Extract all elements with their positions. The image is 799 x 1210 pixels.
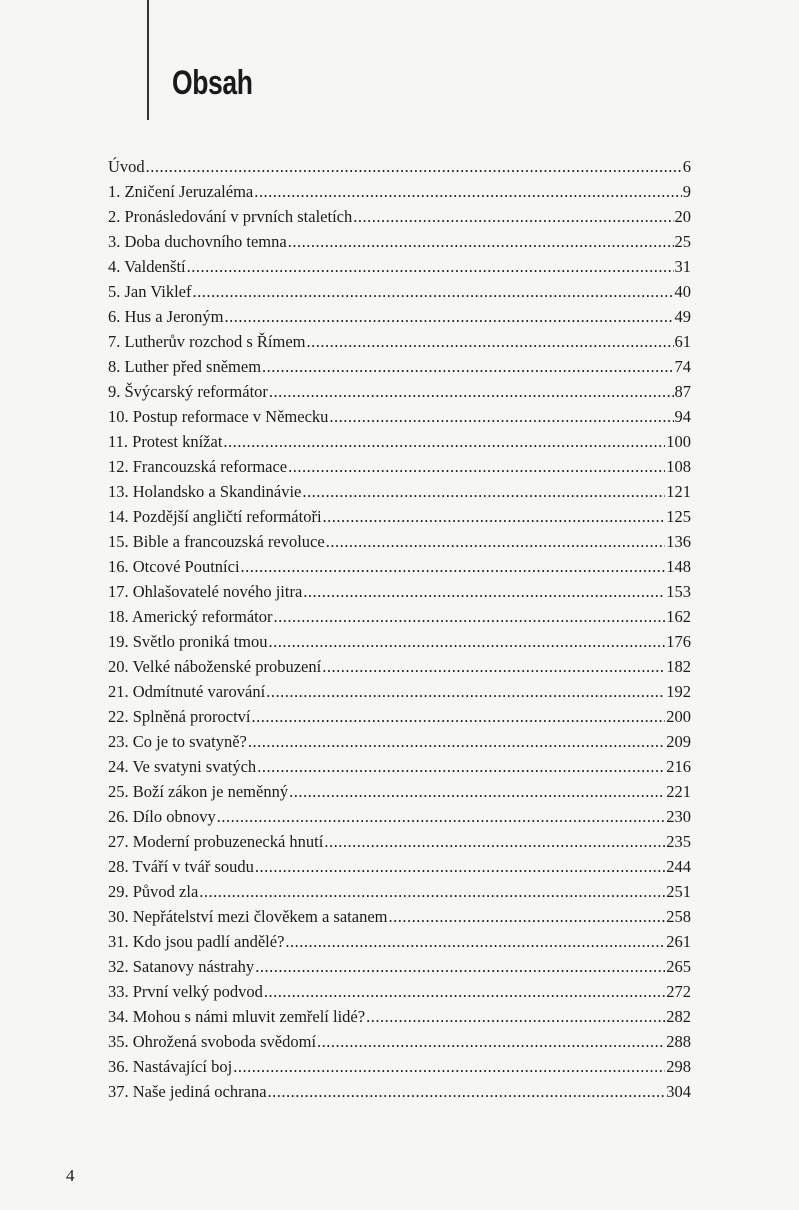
toc-entry-page: 298 xyxy=(666,1057,691,1076)
toc-entry-title: 28. Tváří v tvář soudu xyxy=(108,857,254,876)
toc-entry xyxy=(108,804,691,829)
toc-entry-title: 37. Naše jediná ochrana xyxy=(108,1082,267,1101)
toc-entry xyxy=(108,954,691,979)
toc-entry xyxy=(108,1004,691,1029)
toc-entry-title: 7. Lutherův rozchod s Římem xyxy=(108,332,306,351)
toc-entry-page: 288 xyxy=(666,1032,691,1051)
toc-leader-dots xyxy=(323,504,666,529)
toc-leader-dots xyxy=(326,529,666,554)
toc-entry-title: 4. Valdenští xyxy=(108,257,186,276)
toc-entry-page: 261 xyxy=(666,932,691,951)
page-title: Obsah xyxy=(172,64,253,102)
toc-entry-title: 33. První velký podvod xyxy=(108,982,263,1001)
toc-entry xyxy=(108,304,691,329)
toc-entry xyxy=(108,429,691,454)
toc-entry xyxy=(108,629,691,654)
toc-entry-title: 26. Dílo obnovy xyxy=(108,807,216,826)
toc-entry xyxy=(108,729,691,754)
toc-leader-dots xyxy=(303,579,665,604)
toc-entry-page: 6 xyxy=(682,157,691,176)
toc-entry xyxy=(108,179,691,204)
toc-entry xyxy=(108,679,691,704)
toc-leader-dots xyxy=(388,904,665,929)
toc-entry-title: 2. Pronásledování v prvních staletích xyxy=(108,207,353,226)
toc-entry xyxy=(108,754,691,779)
toc-entry xyxy=(108,929,691,954)
toc-entry xyxy=(108,479,691,504)
toc-entry xyxy=(108,604,691,629)
toc-leader-dots xyxy=(223,429,665,454)
toc-entry-title: 23. Co je to svatyně? xyxy=(108,732,247,751)
toc-entry-page: 125 xyxy=(666,507,691,526)
toc-leader-dots xyxy=(264,979,665,1004)
toc-entry xyxy=(108,854,691,879)
toc-entry-title: 8. Luther před sněmem xyxy=(108,357,262,376)
toc-entry-page: 121 xyxy=(666,482,691,501)
toc-entry-title: Úvod xyxy=(108,157,145,176)
toc-entry xyxy=(108,879,691,904)
toc-entry-page: 31 xyxy=(674,257,691,276)
toc-entry-title: 20. Velké náboženské probuzení xyxy=(108,657,322,676)
toc-leader-dots xyxy=(255,954,665,979)
toc-leader-dots xyxy=(289,779,665,804)
toc-entry xyxy=(108,354,691,379)
toc-entry xyxy=(108,229,691,254)
toc-entry-title: 6. Hus a Jeroným xyxy=(108,307,224,326)
toc-leader-dots xyxy=(269,629,666,654)
toc-entry xyxy=(108,254,691,279)
toc-leader-dots xyxy=(324,829,665,854)
toc-entry-title: 32. Satanovy nástrahy xyxy=(108,957,255,976)
toc-leader-dots xyxy=(366,1004,665,1029)
toc-entry-page: 74 xyxy=(674,357,691,376)
toc-leader-dots xyxy=(252,704,666,729)
toc-entry xyxy=(108,779,691,804)
toc-entry-page: 61 xyxy=(674,332,691,351)
toc-entry-page: 148 xyxy=(666,557,691,576)
toc-leader-dots xyxy=(217,804,666,829)
toc-entry xyxy=(108,379,691,404)
toc-leader-dots xyxy=(285,929,665,954)
toc-entry-page: 230 xyxy=(666,807,691,826)
table-of-contents xyxy=(108,154,691,1104)
toc-entry-page: 176 xyxy=(666,632,691,651)
toc-entry-title: 25. Boží zákon je neměnný xyxy=(108,782,289,801)
toc-entry-page: 282 xyxy=(666,1007,691,1026)
toc-entry-title: 29. Původ zla xyxy=(108,882,199,901)
toc-entry-page: 20 xyxy=(674,207,691,226)
toc-entry-page: 216 xyxy=(666,757,691,776)
toc-entry-title: 30. Nepřátelství mezi člověkem a satanem xyxy=(108,907,388,926)
toc-leader-dots xyxy=(257,754,665,779)
toc-entry-page: 25 xyxy=(674,232,691,251)
toc-entry-page: 221 xyxy=(666,782,691,801)
toc-leader-dots xyxy=(224,304,673,329)
toc-entry-page: 94 xyxy=(674,407,691,426)
toc-entry xyxy=(108,829,691,854)
toc-entry-title: 5. Jan Viklef xyxy=(108,282,192,301)
toc-entry-title: 3. Doba duchovního temna xyxy=(108,232,287,251)
toc-entry-title: 27. Moderní probuzenecká hnutí xyxy=(108,832,324,851)
toc-entry xyxy=(108,1029,691,1054)
toc-entry-page: 192 xyxy=(666,682,691,701)
toc-entry-title: 22. Splněná proroctví xyxy=(108,707,251,726)
toc-leader-dots xyxy=(288,454,665,479)
toc-leader-dots xyxy=(273,604,665,629)
toc-entry-page: 87 xyxy=(674,382,691,401)
toc-entry-page: 265 xyxy=(666,957,691,976)
toc-entry xyxy=(108,454,691,479)
toc-leader-dots xyxy=(254,179,682,204)
toc-entry-title: 1. Zničení Jeruzaléma xyxy=(108,182,254,201)
toc-entry-title: 12. Francouzská reformace xyxy=(108,457,288,476)
toc-entry xyxy=(108,554,691,579)
heading-rule xyxy=(147,0,149,120)
toc-entry xyxy=(108,404,691,429)
toc-entry xyxy=(108,704,691,729)
toc-entry-title: 21. Odmítnuté varování xyxy=(108,682,266,701)
toc-leader-dots xyxy=(248,729,665,754)
toc-entry-page: 162 xyxy=(666,607,691,626)
toc-entry-page: 272 xyxy=(666,982,691,1001)
toc-entry xyxy=(108,904,691,929)
toc-entry xyxy=(108,154,691,179)
toc-entry-title: 17. Ohlašovatelé nového jitra xyxy=(108,582,303,601)
toc-leader-dots xyxy=(269,379,674,404)
toc-entry xyxy=(108,1079,691,1104)
toc-entry-title: 31. Kdo jsou padlí andělé? xyxy=(108,932,285,951)
toc-entry-page: 258 xyxy=(666,907,691,926)
toc-entry-title: 13. Holandsko a Skandinávie xyxy=(108,482,302,501)
toc-entry xyxy=(108,204,691,229)
toc-leader-dots xyxy=(353,204,673,229)
toc-entry-page: 40 xyxy=(674,282,691,301)
toc-leader-dots xyxy=(255,854,665,879)
toc-entry-title: 18. Americký reformátor xyxy=(108,607,273,626)
toc-entry-page: 304 xyxy=(666,1082,691,1101)
toc-entry-title: 15. Bible a francouzská revoluce xyxy=(108,532,325,551)
toc-entry-title: 9. Švýcarský reformátor xyxy=(108,382,268,401)
toc-entry-title: 11. Protest knížat xyxy=(108,432,223,451)
toc-entry-title: 36. Nastávající boj xyxy=(108,1057,233,1076)
toc-entry xyxy=(108,504,691,529)
toc-entry-title: 19. Světlo proniká tmou xyxy=(108,632,268,651)
toc-leader-dots xyxy=(322,654,665,679)
page-number: 4 xyxy=(66,1166,75,1185)
toc-entry xyxy=(108,329,691,354)
toc-leader-dots xyxy=(317,1029,665,1054)
toc-entry-page: 49 xyxy=(674,307,691,326)
toc-leader-dots xyxy=(266,679,665,704)
toc-leader-dots xyxy=(268,1079,666,1104)
toc-entry xyxy=(108,579,691,604)
toc-entry xyxy=(108,529,691,554)
toc-entry-title: 16. Otcové Poutníci xyxy=(108,557,240,576)
toc-entry-page: 108 xyxy=(666,457,691,476)
toc-entry-title: 35. Ohrožená svoboda svědomí xyxy=(108,1032,317,1051)
toc-leader-dots xyxy=(241,554,666,579)
toc-entry xyxy=(108,654,691,679)
toc-entry-page: 251 xyxy=(666,882,691,901)
toc-entry xyxy=(108,979,691,1004)
toc-entry-page: 200 xyxy=(666,707,691,726)
toc-leader-dots xyxy=(307,329,674,354)
toc-entry-page: 235 xyxy=(666,832,691,851)
toc-entry-page: 136 xyxy=(666,532,691,551)
toc-entry-page: 100 xyxy=(666,432,691,451)
toc-leader-dots xyxy=(329,404,673,429)
toc-leader-dots xyxy=(288,229,674,254)
toc-leader-dots xyxy=(192,279,673,304)
toc-entry-title: 24. Ve svatyni svatých xyxy=(108,757,257,776)
toc-entry xyxy=(108,1054,691,1079)
toc-leader-dots xyxy=(187,254,674,279)
toc-leader-dots xyxy=(262,354,673,379)
toc-leader-dots xyxy=(302,479,665,504)
toc-entry xyxy=(108,279,691,304)
toc-entry-title: 14. Pozdější angličtí reformátoři xyxy=(108,507,322,526)
toc-leader-dots xyxy=(146,154,682,179)
toc-entry-page: 9 xyxy=(682,182,691,201)
toc-entry-title: 34. Mohou s námi mluvit zemřelí lidé? xyxy=(108,1007,366,1026)
toc-entry-page: 182 xyxy=(666,657,691,676)
toc-entry-title: 10. Postup reformace v Německu xyxy=(108,407,329,426)
toc-leader-dots xyxy=(199,879,665,904)
toc-leader-dots xyxy=(233,1054,665,1079)
toc-entry-page: 209 xyxy=(666,732,691,751)
toc-entry-page: 153 xyxy=(666,582,691,601)
toc-entry-page: 244 xyxy=(666,857,691,876)
